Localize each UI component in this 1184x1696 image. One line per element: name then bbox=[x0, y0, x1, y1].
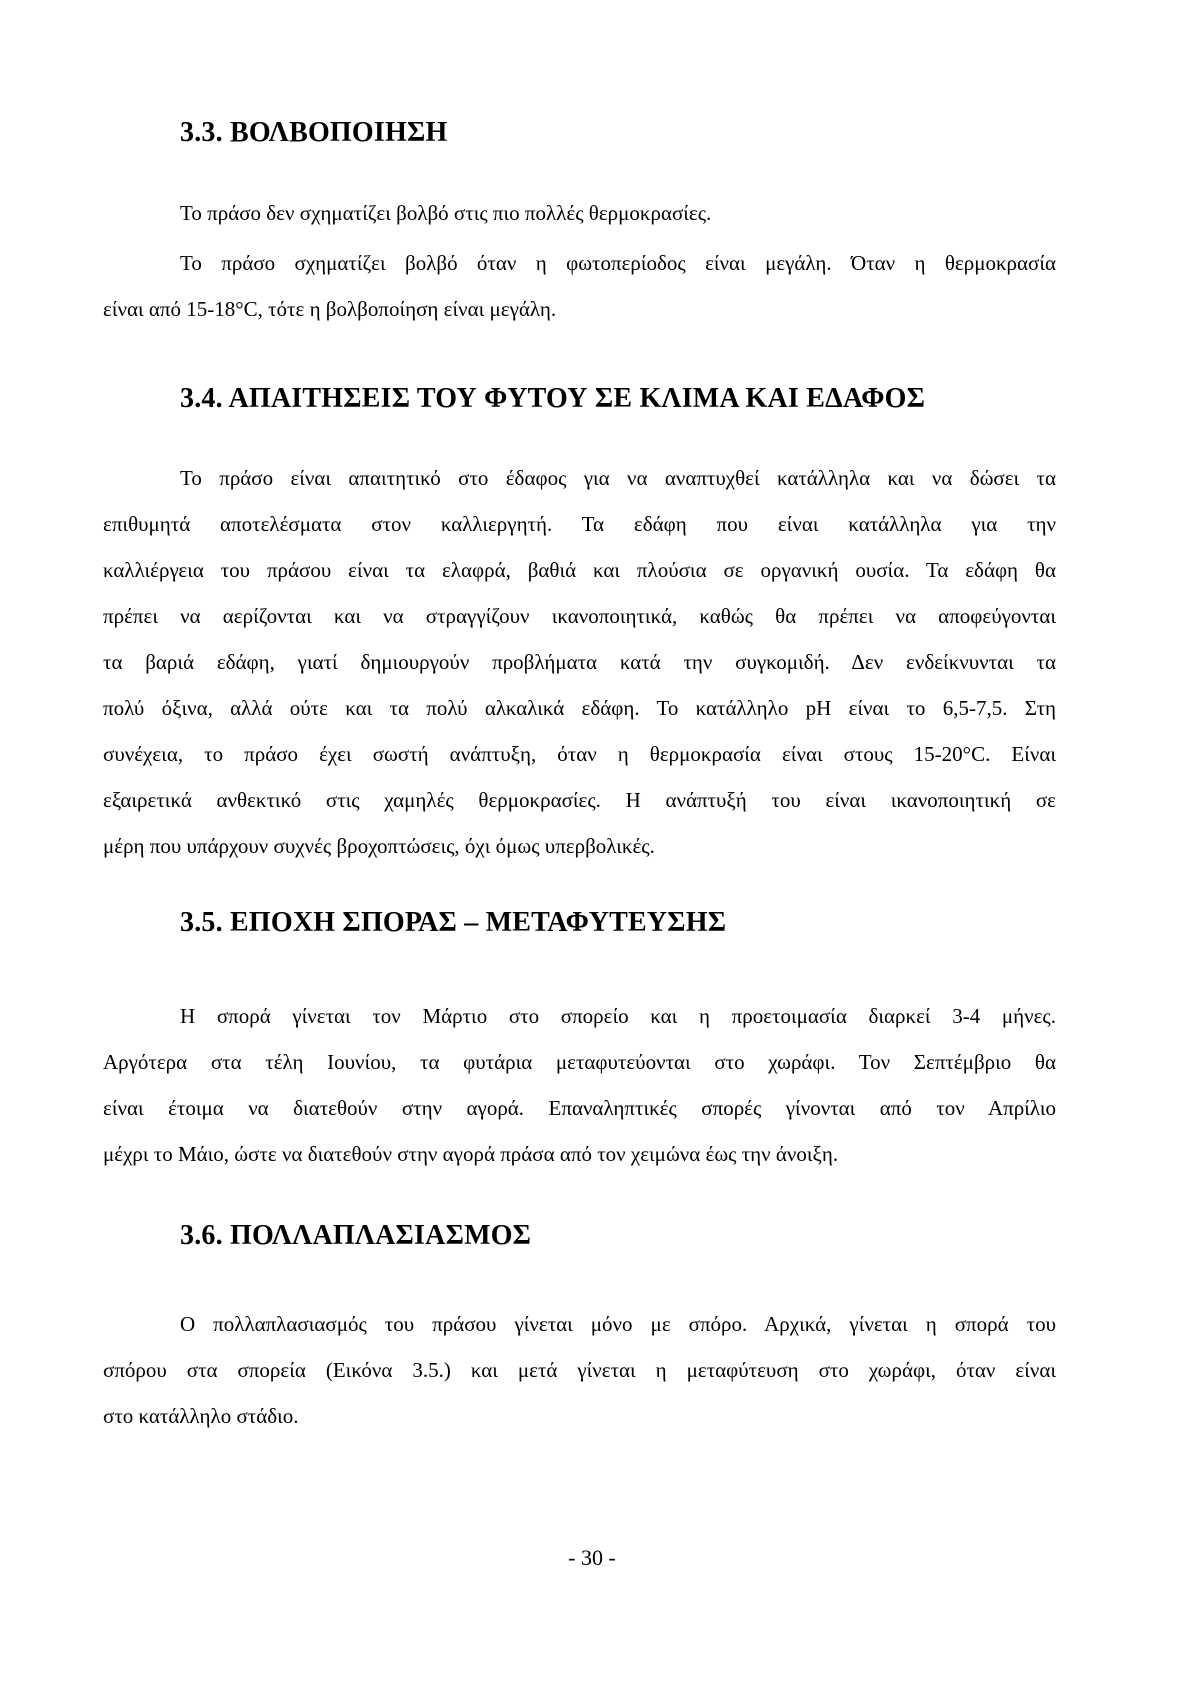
paragraph-line: μέχρι το Μάιο, ώστε να διατεθούν στην αγορά πράσα από τον χειμώνα έως την άνοιξη. bbox=[103, 1142, 839, 1166]
paragraph-line: πολύ όξινα, αλλά ούτε και τα πολύ αλκαλικά εδάφη. Το κατάλληλο pH είναι το 6,5-7,5. Στη bbox=[103, 696, 1056, 720]
page-number: - 30 - bbox=[568, 1545, 616, 1570]
paragraph-line: Η σπορά γίνεται τον Μάρτιο στο σπορείο και η προετοιμασία διαρκεί 3-4 μήνες. bbox=[180, 1004, 1056, 1028]
paragraph-line: στο κατάλληλο στάδιο. bbox=[103, 1404, 299, 1428]
paragraph-line: εξαιρετικά ανθεκτικό στις χαμηλές θερμοκρασίες. Η ανάπτυξή του είναι ικανοποιητική σε bbox=[103, 788, 1056, 812]
section-heading-3-4: 3.4. ΑΠΑΙΤΗΣΕΙΣ ΤΟΥ ΦΥΤΟΥ ΣΕ ΚΛΙΜΑ ΚΑΙ ΕΔΑΦΟΣ bbox=[180, 383, 926, 414]
paragraph-line: μέρη που υπάρχουν συχνές βροχοπτώσεις, όχι όμως υπερβολικές. bbox=[103, 834, 655, 858]
section-heading-3-5: 3.5. ΕΠΟΧΗ ΣΠΟΡΑΣ – ΜΕΤΑΦΥΤΕΥΣΗΣ bbox=[180, 907, 727, 938]
paragraph-line: καλλιέργεια του πράσου είναι τα ελαφρά, βαθιά και πλούσια σε οργανική ουσία. Τα εδάφη θα bbox=[103, 558, 1056, 582]
paragraph-line: σπόρου στα σπορεία (Εικόνα 3.5.) και μετά γίνεται η μεταφύτευση στο χωράφι, όταν είναι bbox=[103, 1358, 1056, 1382]
paragraph-line: τα βαριά εδάφη, γιατί δημιουργούν προβλήματα κατά την συγκομιδή. Δεν ενδείκνυνται τα bbox=[103, 650, 1056, 674]
section-heading-3-3: 3.3. ΒΟΛΒΟΠΟΙΗΣΗ bbox=[180, 117, 448, 148]
paragraph-line: πρέπει να αερίζονται και να στραγγίζουν ικανοποιητικά, καθώς θα πρέπει να αποφεύγονται bbox=[103, 604, 1056, 628]
paragraph-line: είναι από 15-18°C, τότε η βολβοποίηση είναι μεγάλη. bbox=[103, 297, 557, 321]
paragraph-line: συνέχεια, το πράσο έχει σωστή ανάπτυξη, όταν η θερμοκρασία είναι στους 15-20°C. Είναι bbox=[103, 742, 1056, 766]
section-heading-3-6: 3.6. ΠΟΛΛΑΠΛΑΣΙΑΣΜΟΣ bbox=[180, 1220, 532, 1251]
paragraph-line: Ο πολλαπλασιασμός του πράσου γίνεται μόνο με σπόρο. Αρχικά, γίνεται η σπορά του bbox=[180, 1312, 1056, 1336]
paragraph-line: επιθυμητά αποτελέσματα στον καλλιεργητή. Τα εδάφη που είναι κατάλληλα για την bbox=[103, 512, 1056, 536]
paragraph-line: είναι έτοιμα να διατεθούν στην αγορά. Επαναληπτικές σπορές γίνονται από τον Απρίλιο bbox=[103, 1096, 1056, 1120]
paragraph-line: Το πράσο δεν σχηματίζει βολβό στις πιο πολλές θερμοκρασίες. bbox=[180, 201, 712, 225]
paragraph-line: Το πράσο είναι απαιτητικό στο έδαφος για να αναπτυχθεί κατάλληλα και να δώσει τα bbox=[180, 466, 1056, 490]
paragraph-line: Το πράσο σχηματίζει βολβό όταν η φωτοπερίοδος είναι μεγάλη. Όταν η θερμοκρασία bbox=[180, 251, 1056, 275]
paragraph-line: Αργότερα στα τέλη Ιουνίου, τα φυτάρια μεταφυτεύονται στο χωράφι. Τον Σεπτέμβριο θα bbox=[103, 1050, 1056, 1074]
